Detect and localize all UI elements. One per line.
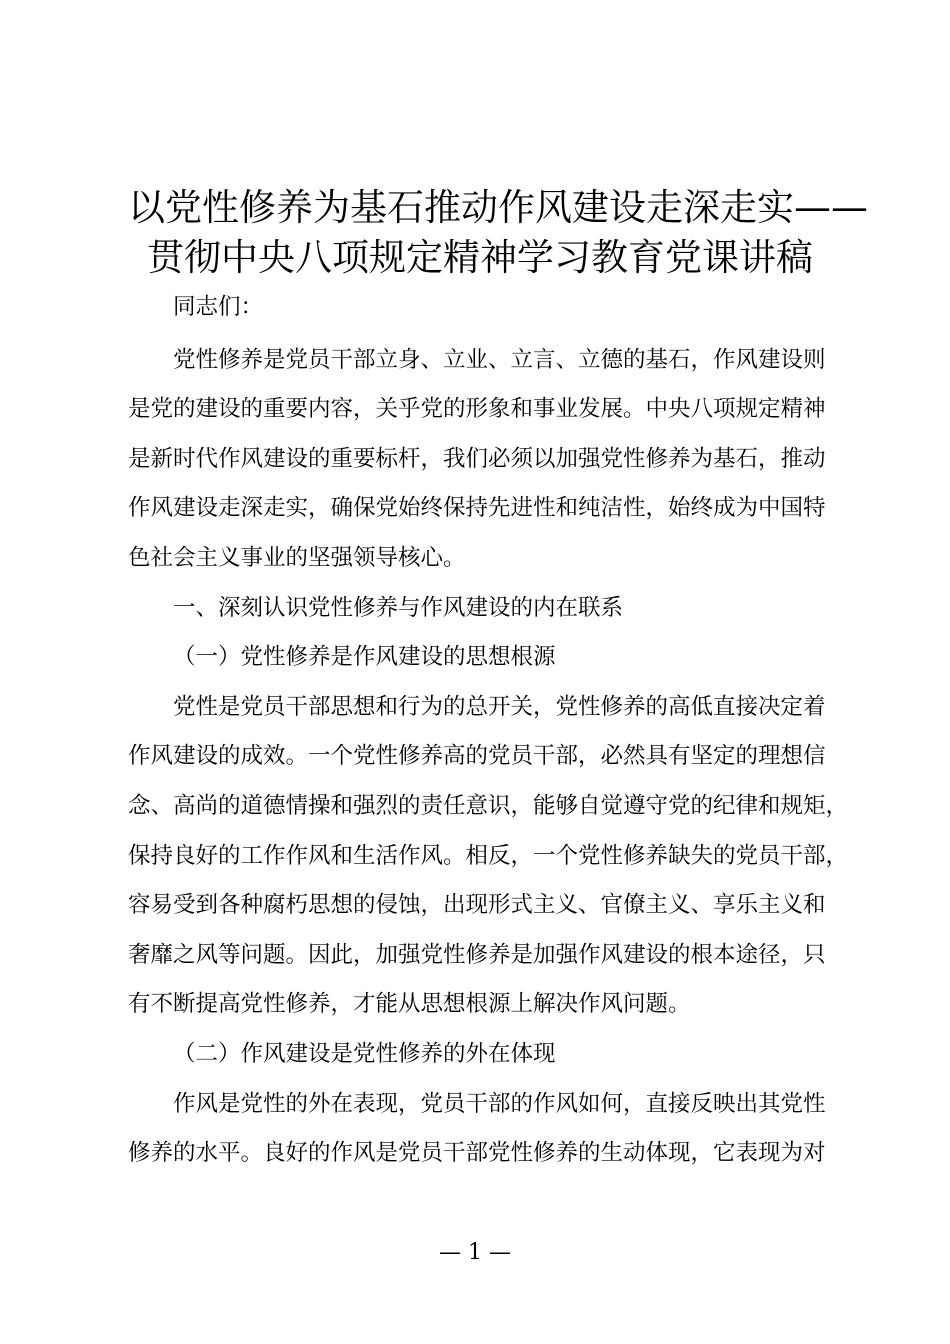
salutation: 同志们： bbox=[173, 294, 264, 320]
paragraph-1-line-5: 色社会主义事业的坚强领导核心。 bbox=[128, 544, 466, 571]
subsection-heading-2: （二）作风建设是党性修养的外在体现 bbox=[173, 1040, 556, 1067]
document-body bbox=[128, 283, 849, 1179]
paragraph-1-line-1: 党性修养是党员干部立身、立业、立言、立德的基石，作风建设则 bbox=[173, 346, 826, 373]
document-title-line-2: 贯彻中央八项规定精神学习教育党课讲稿 bbox=[147, 236, 813, 279]
paragraph-1-line-3: 是新时代作风建设的重要标杆，我们必须以加强党性修养为基石，推动 bbox=[128, 445, 826, 472]
paragraph-2-line-3: 念、高尚的道德情操和强烈的责任意识，能够自觉遵守党的纪律和规矩， bbox=[128, 792, 849, 819]
paragraph-1-line-4: 作风建设走深走实，确保党始终保持先进性和纯洁性，始终成为中国特 bbox=[128, 495, 826, 522]
paragraph-2-line-7: 有不断提高党性修养，才能从思想根源上解决作风问题。 bbox=[128, 991, 691, 1018]
paragraph-1-line-2: 是党的建设的重要内容，关乎党的形象和事业发展。中央八项规定精神 bbox=[128, 396, 826, 423]
section-heading-1: 一、深刻认识党性修养与作风建设的内在联系 bbox=[173, 594, 624, 621]
paragraph-3-line-1: 作风是党性的外在表现，党员干部的作风如何，直接反映出其党性 bbox=[173, 1090, 826, 1117]
paragraph-2-line-5: 容易受到各种腐朽思想的侵蚀，出现形式主义、官僚主义、享乐主义和 bbox=[128, 892, 826, 919]
paragraph-2-line-4: 保持良好的工作作风和生活作风。相反，一个党性修养缺失的党员干部， bbox=[128, 842, 849, 869]
page-number: — 1 — bbox=[439, 1240, 511, 1265]
paragraph-2-line-2: 作风建设的成效。一个党性修养高的党员干部，必然具有坚定的理想信 bbox=[128, 743, 826, 770]
subsection-heading-1: （一）党性修养是作风建设的思想根源 bbox=[173, 644, 556, 671]
paragraph-2-line-6: 奢靡之风等问题。因此，加强党性修养是加强作风建设的根本途径，只 bbox=[128, 941, 826, 968]
paragraph-2-line-1: 党性是党员干部思想和行为的总开关，党性修养的高低直接决定着 bbox=[173, 693, 826, 720]
document-title-line-1: 以党性修养为基石推动作风建设走深走实—— bbox=[128, 186, 868, 229]
paragraph-3-line-2: 修养的水平。良好的作风是党员干部党性修养的生动体现，它表现为对 bbox=[128, 1140, 826, 1167]
